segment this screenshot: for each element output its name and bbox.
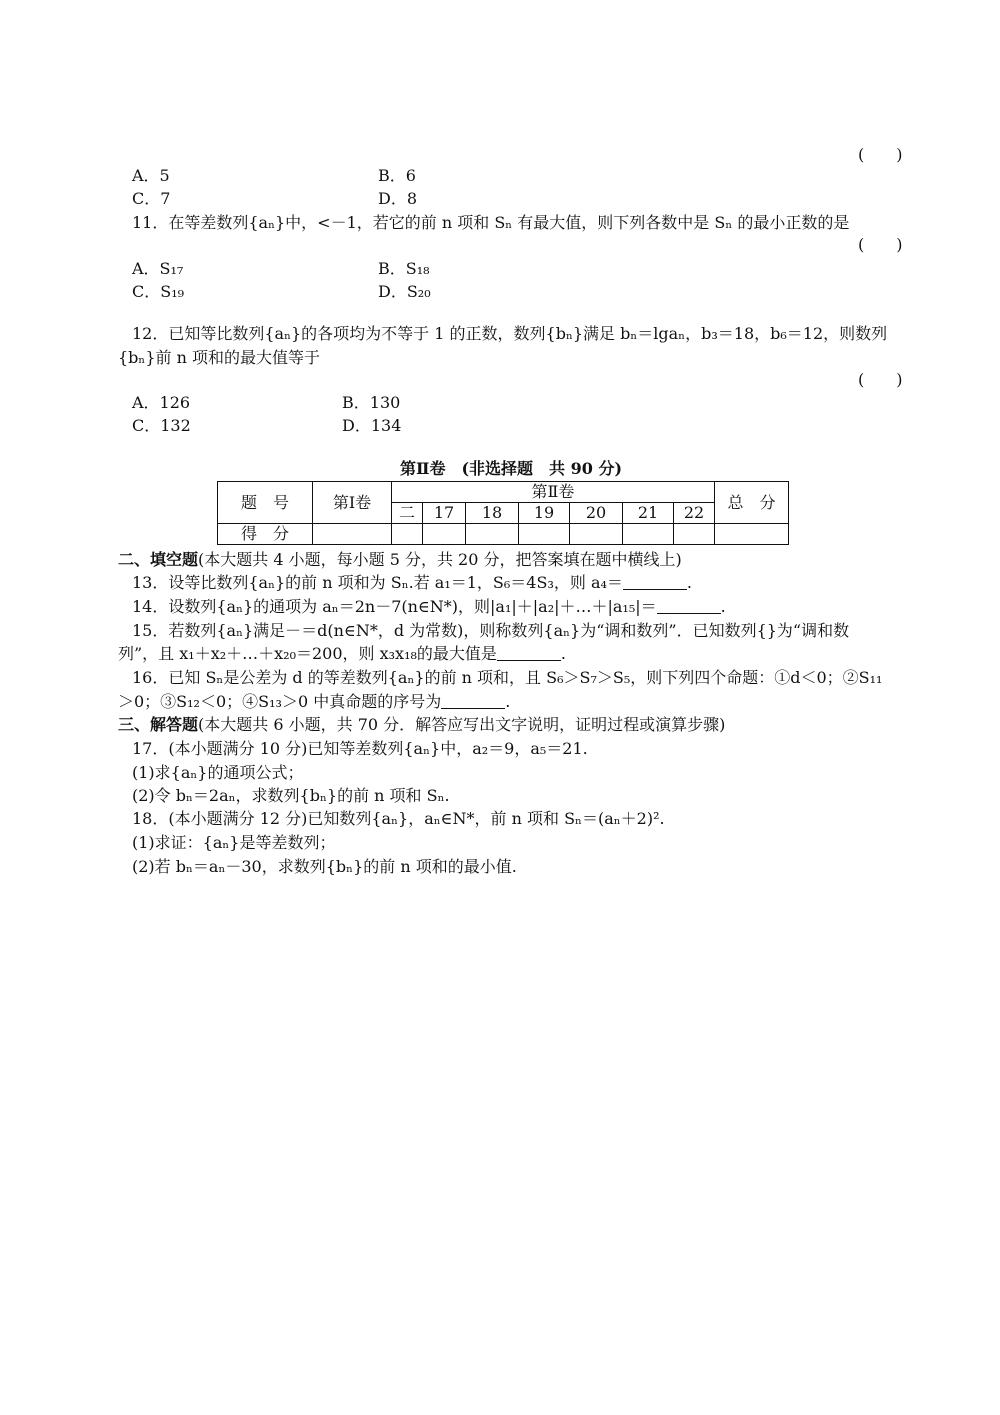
score-table-col: 二 bbox=[392, 503, 423, 524]
part2-heading-line bbox=[118, 549, 682, 571]
score-cell[interactable] bbox=[623, 524, 674, 545]
part3-heading: 三、解答题 bbox=[118, 715, 199, 734]
q10-answer-paren: ( ) bbox=[858, 145, 903, 164]
q16-answer-blank[interactable] bbox=[441, 692, 505, 709]
q11-option-d: D．S₂₀ bbox=[378, 282, 431, 301]
q12-stem-line2: {bₙ}前 n 项和的最大值等于 bbox=[118, 348, 321, 367]
score-cell[interactable] bbox=[674, 524, 715, 545]
q12-option-d: D．134 bbox=[342, 416, 402, 435]
q15-answer-blank[interactable] bbox=[497, 644, 561, 661]
q15-line2: 列”，且 x₁＋x₂＋…＋x₂₀＝200，则 x₃x₁₈的最大值是 bbox=[118, 644, 497, 663]
score-cell[interactable] bbox=[466, 524, 519, 545]
q11-answer-paren: ( ) bbox=[858, 235, 903, 254]
score-table-col: 21 bbox=[623, 503, 674, 524]
q16-line1: 16．已知 Sₙ是公差为 d 的等差数列{aₙ}的前 n 项和，且 S₆＞S₇＞S₅，则下列四个命题：①d＜0；②S₁₁ bbox=[132, 668, 883, 687]
score-table-col: 22 bbox=[674, 503, 715, 524]
q11-option-c: C．S₁₉ bbox=[132, 282, 185, 301]
score-cell[interactable] bbox=[392, 524, 423, 545]
score-table-col: 18 bbox=[466, 503, 519, 524]
q10-option-a: A．5 bbox=[132, 166, 170, 185]
q11-stem: 11．在等差数列{aₙ}中，<－1，若它的前 n 项和 Sₙ 有最大值，则下列各数中是 Sₙ 的最小正数的是 bbox=[132, 213, 850, 232]
q18-part2: (2)若 bₙ＝aₙ－30，求数列{bₙ}的前 n 项和的最小值. bbox=[132, 857, 517, 876]
q13-line: 13．设等比数列{aₙ}的前 n 项和为 Sₙ.若 a₁＝1，S₆＝4S₃，则 a₄＝ . bbox=[132, 573, 692, 592]
score-cell[interactable] bbox=[570, 524, 623, 545]
q15-line2-wrap: 列”，且 x₁＋x₂＋…＋x₂₀＝200，则 x₃x₁₈的最大值是 . bbox=[118, 644, 567, 663]
q18-part1: (1)求证：{aₙ}是等差数列； bbox=[132, 833, 336, 852]
score-cell[interactable] bbox=[313, 524, 392, 545]
score-cell[interactable] bbox=[715, 524, 789, 545]
score-table-juan1: 第Ⅰ卷 bbox=[313, 482, 392, 524]
score-table-total: 总 分 bbox=[715, 482, 789, 524]
q17-stem: 17．(本小题满分 10 分)已知等差数列{aₙ}中，a₂＝9，a₅＝21. bbox=[132, 739, 588, 758]
q11-option-b: B．S₁₈ bbox=[378, 259, 430, 278]
q12-option-c: C．132 bbox=[132, 416, 191, 435]
q14-answer-blank[interactable] bbox=[657, 597, 721, 614]
part3-heading-line bbox=[118, 714, 725, 736]
q13-stem: 13．设等比数列{aₙ}的前 n 项和为 Sₙ.若 a₁＝1，S₆＝4S₃，则 a₄＝ bbox=[132, 573, 623, 592]
section2-title: 第Ⅱ卷 (非选择题 共 90 分) bbox=[400, 459, 623, 478]
q18-stem: 18．(本小题满分 12 分)已知数列{aₙ}，aₙ∈N*，前 n 项和 Sₙ＝(aₙ＋2)². bbox=[132, 809, 665, 828]
score-table-col: 20 bbox=[570, 503, 623, 524]
q16-line2-wrap: ＞0；③S₁₂＜0；④S₁₃＞0 中真命题的序号为 . bbox=[118, 692, 511, 711]
q14-stem: 14．设数列{aₙ}的通项为 aₙ＝2n－7(n∈N*)，则|a₁|＋|a₂|＋…＋|a₁₅|＝ bbox=[132, 597, 657, 616]
part2-desc: (本大题共 4 小题，每小题 5 分，共 20 分，把答案填在题中横线上) bbox=[198, 550, 682, 569]
q13-answer-blank[interactable] bbox=[623, 573, 687, 590]
q17-part2: (2)令 bₙ＝2aₙ，求数列{bₙ}的前 n 项和 Sₙ. bbox=[132, 786, 450, 805]
q10-option-b: B．6 bbox=[378, 166, 416, 185]
score-table bbox=[217, 481, 789, 545]
q15-line1: 15．若数列{aₙ}满足－＝d(n∈N*，d 为常数)，则称数列{aₙ}为“调和数列”．已知数列{}为“调和数 bbox=[132, 621, 850, 640]
score-table-col: 17 bbox=[423, 503, 466, 524]
score-table-col: 19 bbox=[519, 503, 570, 524]
q11-option-a: A．S₁₇ bbox=[132, 259, 184, 278]
q12-option-a: A．126 bbox=[132, 393, 191, 412]
score-table-defen: 得 分 bbox=[218, 524, 313, 545]
q12-stem-line1: 12．已知等比数列{aₙ}的各项均为不等于 1 的正数，数列{bₙ}满足 bₙ＝lgaₙ，b₃＝18，b₆＝12，则数列 bbox=[132, 324, 888, 343]
score-cell[interactable] bbox=[423, 524, 466, 545]
q10-option-c: C．7 bbox=[132, 189, 171, 208]
q12-answer-paren: ( ) bbox=[858, 370, 903, 389]
part3-desc: (本大题共 6 小题，共 70 分．解答应写出文字说明，证明过程或演算步骤) bbox=[198, 715, 726, 734]
q17-part1: (1)求{aₙ}的通项公式； bbox=[132, 763, 304, 782]
part2-heading: 二、填空题 bbox=[118, 550, 199, 569]
q10-option-d: D．8 bbox=[378, 189, 418, 208]
q16-line2: ＞0；③S₁₂＜0；④S₁₃＞0 中真命题的序号为 bbox=[118, 692, 442, 711]
score-cell[interactable] bbox=[519, 524, 570, 545]
score-table-tihao: 题 号 bbox=[218, 482, 313, 524]
q14-line: 14．设数列{aₙ}的通项为 aₙ＝2n－7(n∈N*)，则|a₁|＋|a₂|＋…＋|a₁₅|＝ . bbox=[132, 597, 726, 616]
score-table-juan2: 第Ⅱ卷 bbox=[392, 482, 715, 503]
q12-option-b: B．130 bbox=[342, 393, 401, 412]
